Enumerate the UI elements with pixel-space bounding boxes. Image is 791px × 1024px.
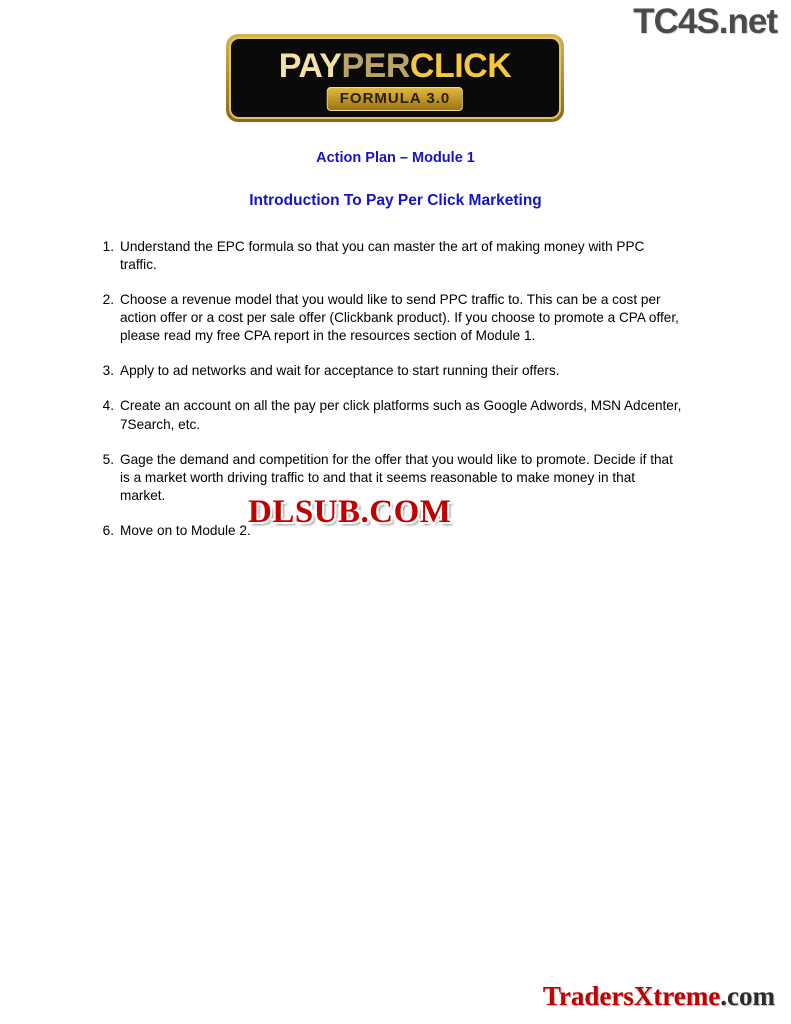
logo-inner-panel bbox=[229, 37, 561, 119]
list-item-number: 1. bbox=[102, 239, 114, 254]
top-right-watermark: TC4S.net bbox=[633, 2, 777, 41]
center-watermark: DLSUB.COM bbox=[248, 494, 452, 530]
list-item-text: Gage the demand and competition for the offer that you would like to promote. Decide if that is a market worth driving traffic to and that it seems reasonable to make money in that market. bbox=[120, 451, 673, 503]
logo-outer-frame bbox=[226, 34, 564, 122]
list-item-number: 4. bbox=[102, 398, 114, 414]
list-item-text: Create an account on all the pay per click platforms such as Google Adwords, MSN Adcenter, 7Search, etc. bbox=[120, 398, 682, 432]
list-item-text: Apply to ad networks and wait for acceptance to start running their offers. bbox=[120, 363, 560, 379]
list-item-text: Choose a revenue model that you would like to send PPC traffic to. This can be a cost per action offer or a cost per sale offer (Clickbank product). If you choose to promote a CPA offer, please read my free CPA report in the resources section of Module 1. bbox=[120, 292, 679, 344]
list-item-number: 2. bbox=[102, 292, 114, 308]
logo-subtitle: FORMULA 3.0 bbox=[327, 87, 463, 111]
list-item-number: 5. bbox=[102, 451, 114, 467]
logo-word-per: PER bbox=[341, 47, 410, 85]
logo-word-pay: PAY bbox=[278, 47, 342, 85]
page-title: Action Plan – Module 1 bbox=[316, 150, 475, 166]
list-item bbox=[102, 291, 683, 345]
logo-wordmark bbox=[231, 49, 559, 83]
list-item-number: 3. bbox=[102, 363, 114, 379]
bottom-right-watermark bbox=[543, 981, 775, 1012]
list-item-text: Move on to Module 2. bbox=[120, 522, 251, 538]
list-item bbox=[102, 397, 683, 433]
list-item bbox=[102, 362, 683, 380]
payperclick-logo bbox=[226, 34, 564, 122]
list-item-number: 6. bbox=[102, 522, 114, 538]
list-item bbox=[102, 238, 683, 274]
logo-word-click: CLICK bbox=[409, 47, 512, 85]
page-subtitle: Introduction To Pay Per Click Marketing bbox=[249, 192, 542, 209]
list-item-text: Understand the EPC formula so that you can master the art of making money with PPC traffic. bbox=[120, 239, 645, 273]
bottom-watermark-brand: TradersXtreme bbox=[542, 981, 721, 1011]
bottom-watermark-tld: .com bbox=[720, 981, 775, 1011]
